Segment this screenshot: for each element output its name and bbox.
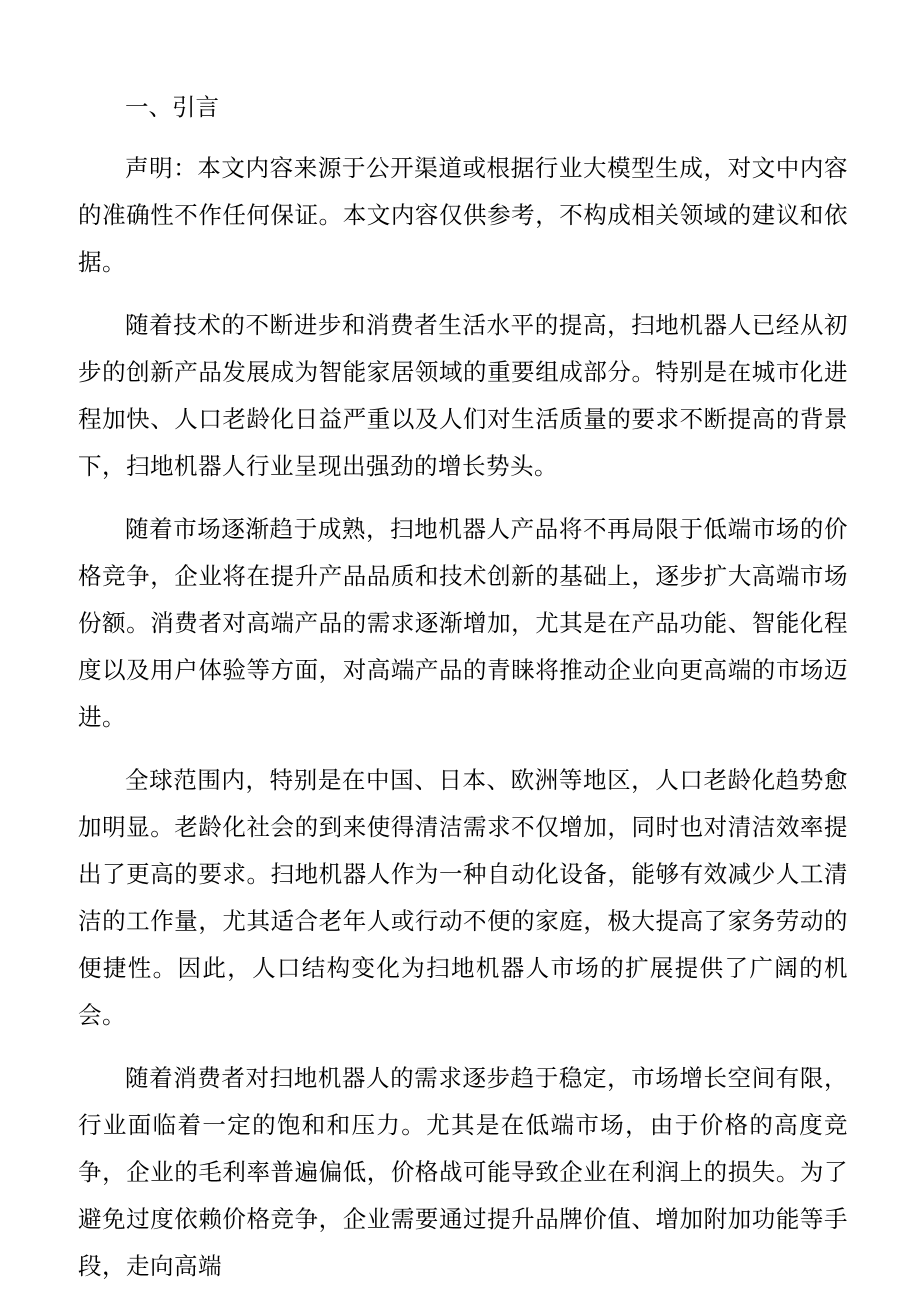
body-paragraph: 全球范围内，特别是在中国、日本、欧洲等地区，人口老龄化趋势愈加明显。老龄化社会的到来使得清洁需求不仅增加，同时也对清洁效率提出了更高的要求。扫地机器人作为一种自动化设备，能够有效减少人工清洁的工作量，尤其适合老年人或行动不便的家庭，极大提高了家务劳动的便捷性。因此，人口结构变化为扫地机器人市场的扩展提供了广阔的机会。	[78, 766, 848, 1029]
section-heading: 一、引言	[125, 93, 219, 121]
body-paragraph: 随着消费者对扫地机器人的需求逐步趋于稳定，市场增长空间有限，行业面临着一定的饱和和压力。尤其是在低端市场，由于价格的高度竞争，企业的毛利率普遍偏低，价格战可能导致企业在利润上的损失。为了避免过度依赖价格竞争，企业需要通过提升品牌价值、增加附加功能等手段，走向高端	[78, 1064, 848, 1280]
body-paragraph: 随着技术的不断进步和消费者生活水平的提高，扫地机器人已经从初步的创新产品发展成为智能家居领域的重要组成部分。特别是在城市化进程加快、人口老龄化日益严重以及人们对生活质量的要求不断提高的背景下，扫地机器人行业呈现出强劲的增长势头。	[78, 311, 848, 480]
body-paragraph: 随着市场逐渐趋于成熟，扫地机器人产品将不再局限于低端市场的价格竞争，企业将在提升产品品质和技术创新的基础上，逐步扩大高端市场份额。消费者对高端产品的需求逐渐增加，尤其是在产品功能、智能化程度以及用户体验等方面，对高端产品的青睐将推动企业向更高端的市场迈进。	[78, 515, 848, 731]
document-page	[78, 84, 848, 1306]
disclaimer-paragraph: 声明：本文内容来源于公开渠道或根据行业大模型生成，对文中内容的准确性不作任何保证。本文内容仅供参考，不构成相关领域的建议和依据。	[78, 154, 848, 276]
